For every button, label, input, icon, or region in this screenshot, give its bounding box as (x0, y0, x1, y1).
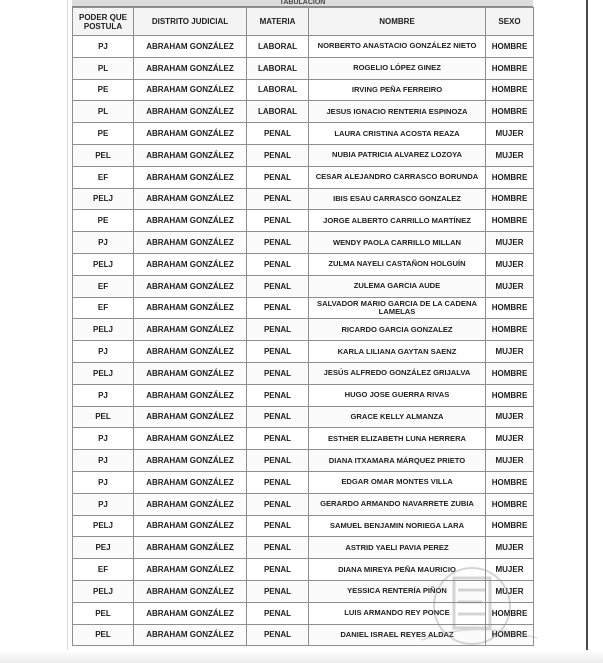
cell-poder: PJ (73, 341, 134, 363)
cell-sexo: MUJER (486, 253, 534, 275)
table-row (73, 493, 534, 515)
cell-nombre: YESSICA RENTERÍA PIÑON (309, 580, 486, 602)
cell-poder: PELJ (73, 515, 134, 537)
cell-nombre: JESÚS ALFREDO GONZÁLEZ GRIJALVA (309, 362, 486, 384)
cell-distrito: ABRAHAM GONZÁLEZ (134, 123, 247, 145)
cell-sexo: MUJER (486, 580, 534, 602)
table-row (73, 341, 534, 363)
cell-materia: PENAL (247, 384, 309, 406)
cell-materia: PENAL (247, 471, 309, 493)
cell-distrito: ABRAHAM GONZÁLEZ (134, 188, 247, 210)
col-header-nombre: NOMBRE (309, 8, 486, 36)
table-row (73, 362, 534, 384)
cell-sexo: MUJER (486, 559, 534, 581)
cell-sexo: HOMBRE (486, 188, 534, 210)
cell-poder: PJ (73, 384, 134, 406)
cell-nombre: DANIEL ISRAEL REYES ALDAZ (309, 624, 486, 646)
table-row (73, 144, 534, 166)
cell-materia: PENAL (247, 123, 309, 145)
table-row (73, 537, 534, 559)
cell-materia: PENAL (247, 580, 309, 602)
cell-distrito: ABRAHAM GONZÁLEZ (134, 232, 247, 254)
cell-nombre: DIANA ITXAMARA MÁRQUEZ PRIETO (309, 450, 486, 472)
cell-materia: PENAL (247, 406, 309, 428)
cell-materia: PENAL (247, 253, 309, 275)
cell-sexo: HOMBRE (486, 297, 534, 319)
cell-materia: PENAL (247, 341, 309, 363)
cell-nombre: LAURA CRISTINA ACOSTA REAZA (309, 123, 486, 145)
col-header-distrito: DISTRITO JUDICIAL (134, 8, 247, 36)
cell-distrito: ABRAHAM GONZÁLEZ (134, 559, 247, 581)
cropped-header-strip: TABULACION (72, 0, 533, 7)
cell-poder: PELJ (73, 362, 134, 384)
cell-nombre: EDGAR OMAR MONTES VILLA (309, 471, 486, 493)
cell-materia: PENAL (247, 362, 309, 384)
cell-distrito: ABRAHAM GONZÁLEZ (134, 319, 247, 341)
cell-sexo: HOMBRE (486, 36, 534, 58)
cell-sexo: HOMBRE (486, 166, 534, 188)
cell-nombre: HUGO JOSE GUERRA RIVAS (309, 384, 486, 406)
cell-sexo: HOMBRE (486, 515, 534, 537)
cell-nombre: JORGE ALBERTO CARRILLO MARTÍNEZ (309, 210, 486, 232)
cell-distrito: ABRAHAM GONZÁLEZ (134, 210, 247, 232)
cell-materia: PENAL (247, 319, 309, 341)
cell-sexo: MUJER (486, 123, 534, 145)
cell-materia: PENAL (247, 537, 309, 559)
cell-distrito: ABRAHAM GONZÁLEZ (134, 428, 247, 450)
cell-poder: PEL (73, 406, 134, 428)
table-row (73, 450, 534, 472)
cell-materia: LABORAL (247, 101, 309, 123)
table-row (73, 253, 534, 275)
cell-nombre: SALVADOR MARIO GARCIA DE LA CADENA LAMELAS (309, 297, 486, 319)
cell-materia: PENAL (247, 188, 309, 210)
cell-nombre: GERARDO ARMANDO NAVARRETE ZUBIA (309, 493, 486, 515)
cell-poder: PL (73, 57, 134, 79)
cell-sexo: MUJER (486, 144, 534, 166)
cell-poder: EF (73, 166, 134, 188)
cell-nombre: ESTHER ELIZABETH LUNA HERRERA (309, 428, 486, 450)
cell-distrito: ABRAHAM GONZÁLEZ (134, 624, 247, 646)
table-row (73, 79, 534, 101)
cell-poder: PE (73, 210, 134, 232)
cell-materia: LABORAL (247, 79, 309, 101)
cell-materia: LABORAL (247, 36, 309, 58)
cell-poder: EF (73, 297, 134, 319)
cell-sexo: HOMBRE (486, 210, 534, 232)
col-header-materia: MATERIA (247, 8, 309, 36)
cell-distrito: ABRAHAM GONZÁLEZ (134, 384, 247, 406)
cell-sexo: MUJER (486, 537, 534, 559)
cell-nombre: IBIS ESAU CARRASCO GONZALEZ (309, 188, 486, 210)
cell-distrito: ABRAHAM GONZÁLEZ (134, 275, 247, 297)
table-row (73, 559, 534, 581)
cell-sexo: MUJER (486, 450, 534, 472)
table-body (73, 36, 534, 646)
cell-poder: PEL (73, 602, 134, 624)
cell-nombre: CESAR ALEJANDRO CARRASCO BORUNDA (309, 166, 486, 188)
table-row (73, 428, 534, 450)
cell-poder: PJ (73, 232, 134, 254)
cell-nombre: KARLA LILIANA GAYTAN SAENZ (309, 341, 486, 363)
cell-materia: PENAL (247, 428, 309, 450)
cell-materia: PENAL (247, 144, 309, 166)
page-left-edge (67, 0, 68, 663)
table-row (73, 210, 534, 232)
table-row (73, 188, 534, 210)
table-row (73, 36, 534, 58)
table-row (73, 319, 534, 341)
cell-sexo: MUJER (486, 428, 534, 450)
cell-nombre: DIANA MIREYA PEÑA MAURICIO (309, 559, 486, 581)
cell-poder: PELJ (73, 253, 134, 275)
cell-sexo: MUJER (486, 275, 534, 297)
col-header-sexo: SEXO (486, 8, 534, 36)
cell-materia: PENAL (247, 559, 309, 581)
page-right-edge (586, 0, 588, 663)
cell-materia: PENAL (247, 275, 309, 297)
cell-materia: PENAL (247, 493, 309, 515)
cell-sexo: HOMBRE (486, 471, 534, 493)
cell-sexo: MUJER (486, 341, 534, 363)
table-row (73, 275, 534, 297)
cell-materia: PENAL (247, 515, 309, 537)
cell-poder: PELJ (73, 188, 134, 210)
table-row (73, 232, 534, 254)
cell-distrito: ABRAHAM GONZÁLEZ (134, 580, 247, 602)
cell-poder: EF (73, 275, 134, 297)
table-row (73, 624, 534, 646)
candidates-table (72, 7, 534, 646)
cell-nombre: WENDY PAOLA CARRILLO MILLAN (309, 232, 486, 254)
table-row (73, 515, 534, 537)
cell-distrito: ABRAHAM GONZÁLEZ (134, 406, 247, 428)
cell-distrito: ABRAHAM GONZÁLEZ (134, 493, 247, 515)
cell-sexo: HOMBRE (486, 624, 534, 646)
cell-nombre: GRACE KELLY ALMANZA (309, 406, 486, 428)
cell-sexo: HOMBRE (486, 57, 534, 79)
cell-materia: PENAL (247, 166, 309, 188)
cell-distrito: ABRAHAM GONZÁLEZ (134, 297, 247, 319)
cell-poder: PELJ (73, 319, 134, 341)
cell-poder: PEL (73, 624, 134, 646)
cell-nombre: NUBIA PATRICIA ALVAREZ LOZOYA (309, 144, 486, 166)
table-row (73, 123, 534, 145)
cell-distrito: ABRAHAM GONZÁLEZ (134, 101, 247, 123)
cell-distrito: ABRAHAM GONZÁLEZ (134, 515, 247, 537)
cell-sexo: HOMBRE (486, 101, 534, 123)
cell-nombre: JESUS IGNACIO RENTERIA ESPINOZA (309, 101, 486, 123)
cell-nombre: ASTRID YAELI PAVIA PEREZ (309, 537, 486, 559)
col-header-poder: PODER QUE POSTULA (73, 8, 134, 36)
table-row (73, 602, 534, 624)
cell-poder: PJ (73, 471, 134, 493)
cell-poder: PJ (73, 493, 134, 515)
cell-distrito: ABRAHAM GONZÁLEZ (134, 57, 247, 79)
cell-distrito: ABRAHAM GONZÁLEZ (134, 36, 247, 58)
cell-poder: PE (73, 123, 134, 145)
cell-poder: PE (73, 79, 134, 101)
cell-nombre: ROGELIO LÓPEZ GINEZ (309, 57, 486, 79)
cell-distrito: ABRAHAM GONZÁLEZ (134, 362, 247, 384)
cell-poder: PELJ (73, 580, 134, 602)
cell-sexo: HOMBRE (486, 602, 534, 624)
cell-distrito: ABRAHAM GONZÁLEZ (134, 602, 247, 624)
cell-sexo: HOMBRE (486, 362, 534, 384)
cell-nombre: LUIS ARMANDO REY PONCE (309, 602, 486, 624)
cell-materia: LABORAL (247, 57, 309, 79)
cell-poder: PEJ (73, 537, 134, 559)
cell-sexo: MUJER (486, 232, 534, 254)
cell-sexo: HOMBRE (486, 319, 534, 341)
scan-bottom-shadow (0, 650, 603, 663)
table-row (73, 406, 534, 428)
cell-nombre: ZULEMA GARCIA AUDE (309, 275, 486, 297)
cell-nombre: RICARDO GARCIA GONZALEZ (309, 319, 486, 341)
cell-nombre: SAMUEL BENJAMIN NORIEGA LARA (309, 515, 486, 537)
cell-poder: PJ (73, 450, 134, 472)
cell-distrito: ABRAHAM GONZÁLEZ (134, 450, 247, 472)
cell-sexo: HOMBRE (486, 384, 534, 406)
cell-distrito: ABRAHAM GONZÁLEZ (134, 253, 247, 275)
cell-nombre: ZULMA NAYELI CASTAÑON HOLGUÍN (309, 253, 486, 275)
table-row (73, 580, 534, 602)
cell-poder: PJ (73, 428, 134, 450)
table-row (73, 297, 534, 319)
table-row (73, 101, 534, 123)
table-row (73, 471, 534, 493)
cell-materia: PENAL (247, 602, 309, 624)
cell-distrito: ABRAHAM GONZÁLEZ (134, 341, 247, 363)
cell-poder: EF (73, 559, 134, 581)
cell-materia: PENAL (247, 450, 309, 472)
cell-distrito: ABRAHAM GONZÁLEZ (134, 537, 247, 559)
cell-materia: PENAL (247, 297, 309, 319)
cell-materia: PENAL (247, 624, 309, 646)
cell-poder: PEL (73, 144, 134, 166)
table-row (73, 384, 534, 406)
cell-poder: PL (73, 101, 134, 123)
cell-materia: PENAL (247, 210, 309, 232)
table-row (73, 166, 534, 188)
table-header-row (73, 8, 534, 36)
cell-sexo: HOMBRE (486, 493, 534, 515)
cell-nombre: IRVING PEÑA FERREIRO (309, 79, 486, 101)
cell-distrito: ABRAHAM GONZÁLEZ (134, 471, 247, 493)
cell-poder: PJ (73, 36, 134, 58)
cell-sexo: MUJER (486, 406, 534, 428)
cell-materia: PENAL (247, 232, 309, 254)
cell-distrito: ABRAHAM GONZÁLEZ (134, 144, 247, 166)
table-row (73, 57, 534, 79)
cell-sexo: HOMBRE (486, 79, 534, 101)
cell-distrito: ABRAHAM GONZÁLEZ (134, 166, 247, 188)
cell-nombre: NORBERTO ANASTACIO GONZÁLEZ NIETO (309, 36, 486, 58)
cell-distrito: ABRAHAM GONZÁLEZ (134, 79, 247, 101)
